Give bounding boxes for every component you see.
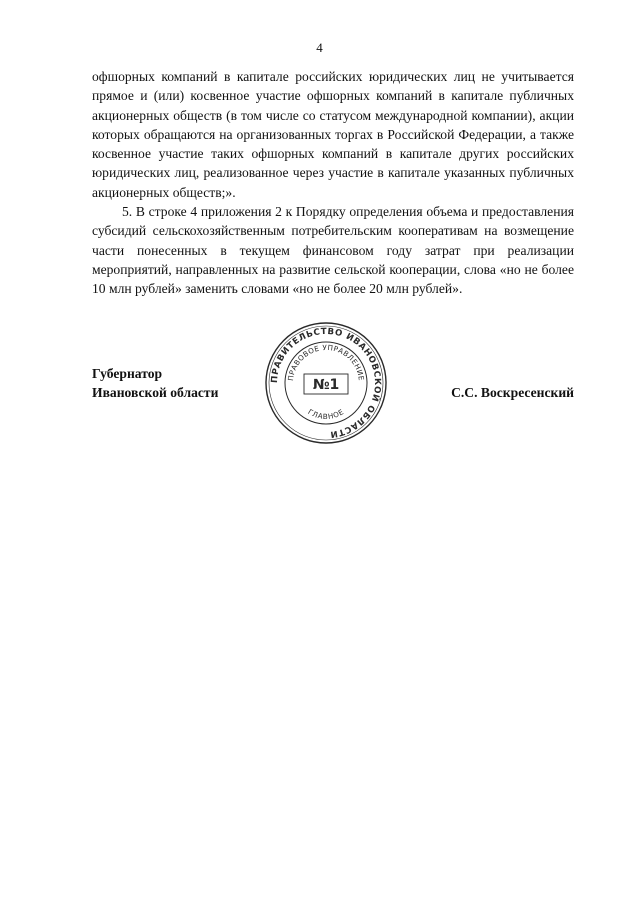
- body-paragraph-2: 5. В строке 4 приложения 2 к Порядку определения объема и предоставления субсидий сельскохозяйственным потребительским кооперативам на возмещение части понесенных в текущем финансовом году затрат при реализации мероприятий, направленных на развитие сельской кооперации, слова «но не более 10 млн рублей» заменить словами «но не более 20 млн рублей».: [92, 204, 574, 297]
- signer-position-line-1: Губернатор: [92, 366, 163, 381]
- seal-inner-text: ПРАВОВОЕ УПРАВЛЕНИЕ: [286, 342, 366, 382]
- official-seal: [264, 321, 388, 445]
- seal-center-number: №1: [312, 377, 340, 393]
- body-paragraph-1: офшорных компаний в капитале российских юридических лиц не учитывается прямое и (или) косвенное участие офшорных компаний в капитале публичных акционерных обществ (в том числе со статусом международной компании), акции которых обращаются на организованных торгах в Российской Федерации, а также косвенное участие таких офшорных компаний в капитале других российских юридических лиц, реализованное через участие в капитале указанных публичных акционерных обществ;».: [92, 69, 574, 200]
- signature-block: [92, 326, 574, 439]
- page-number: 4: [316, 40, 323, 55]
- signer-position: [92, 364, 218, 402]
- signer-name: С.С. Воскресенский: [451, 385, 574, 400]
- document-body: [92, 67, 574, 299]
- seal-ring-text: ПРАВИТЕЛЬСТВО ИВАНОВСКОЙ ОБЛАСТИ: [269, 326, 383, 439]
- signer-position-line-2: Ивановской области: [92, 385, 219, 400]
- seal-bottom-text: ГЛАВНОЕ: [306, 407, 346, 422]
